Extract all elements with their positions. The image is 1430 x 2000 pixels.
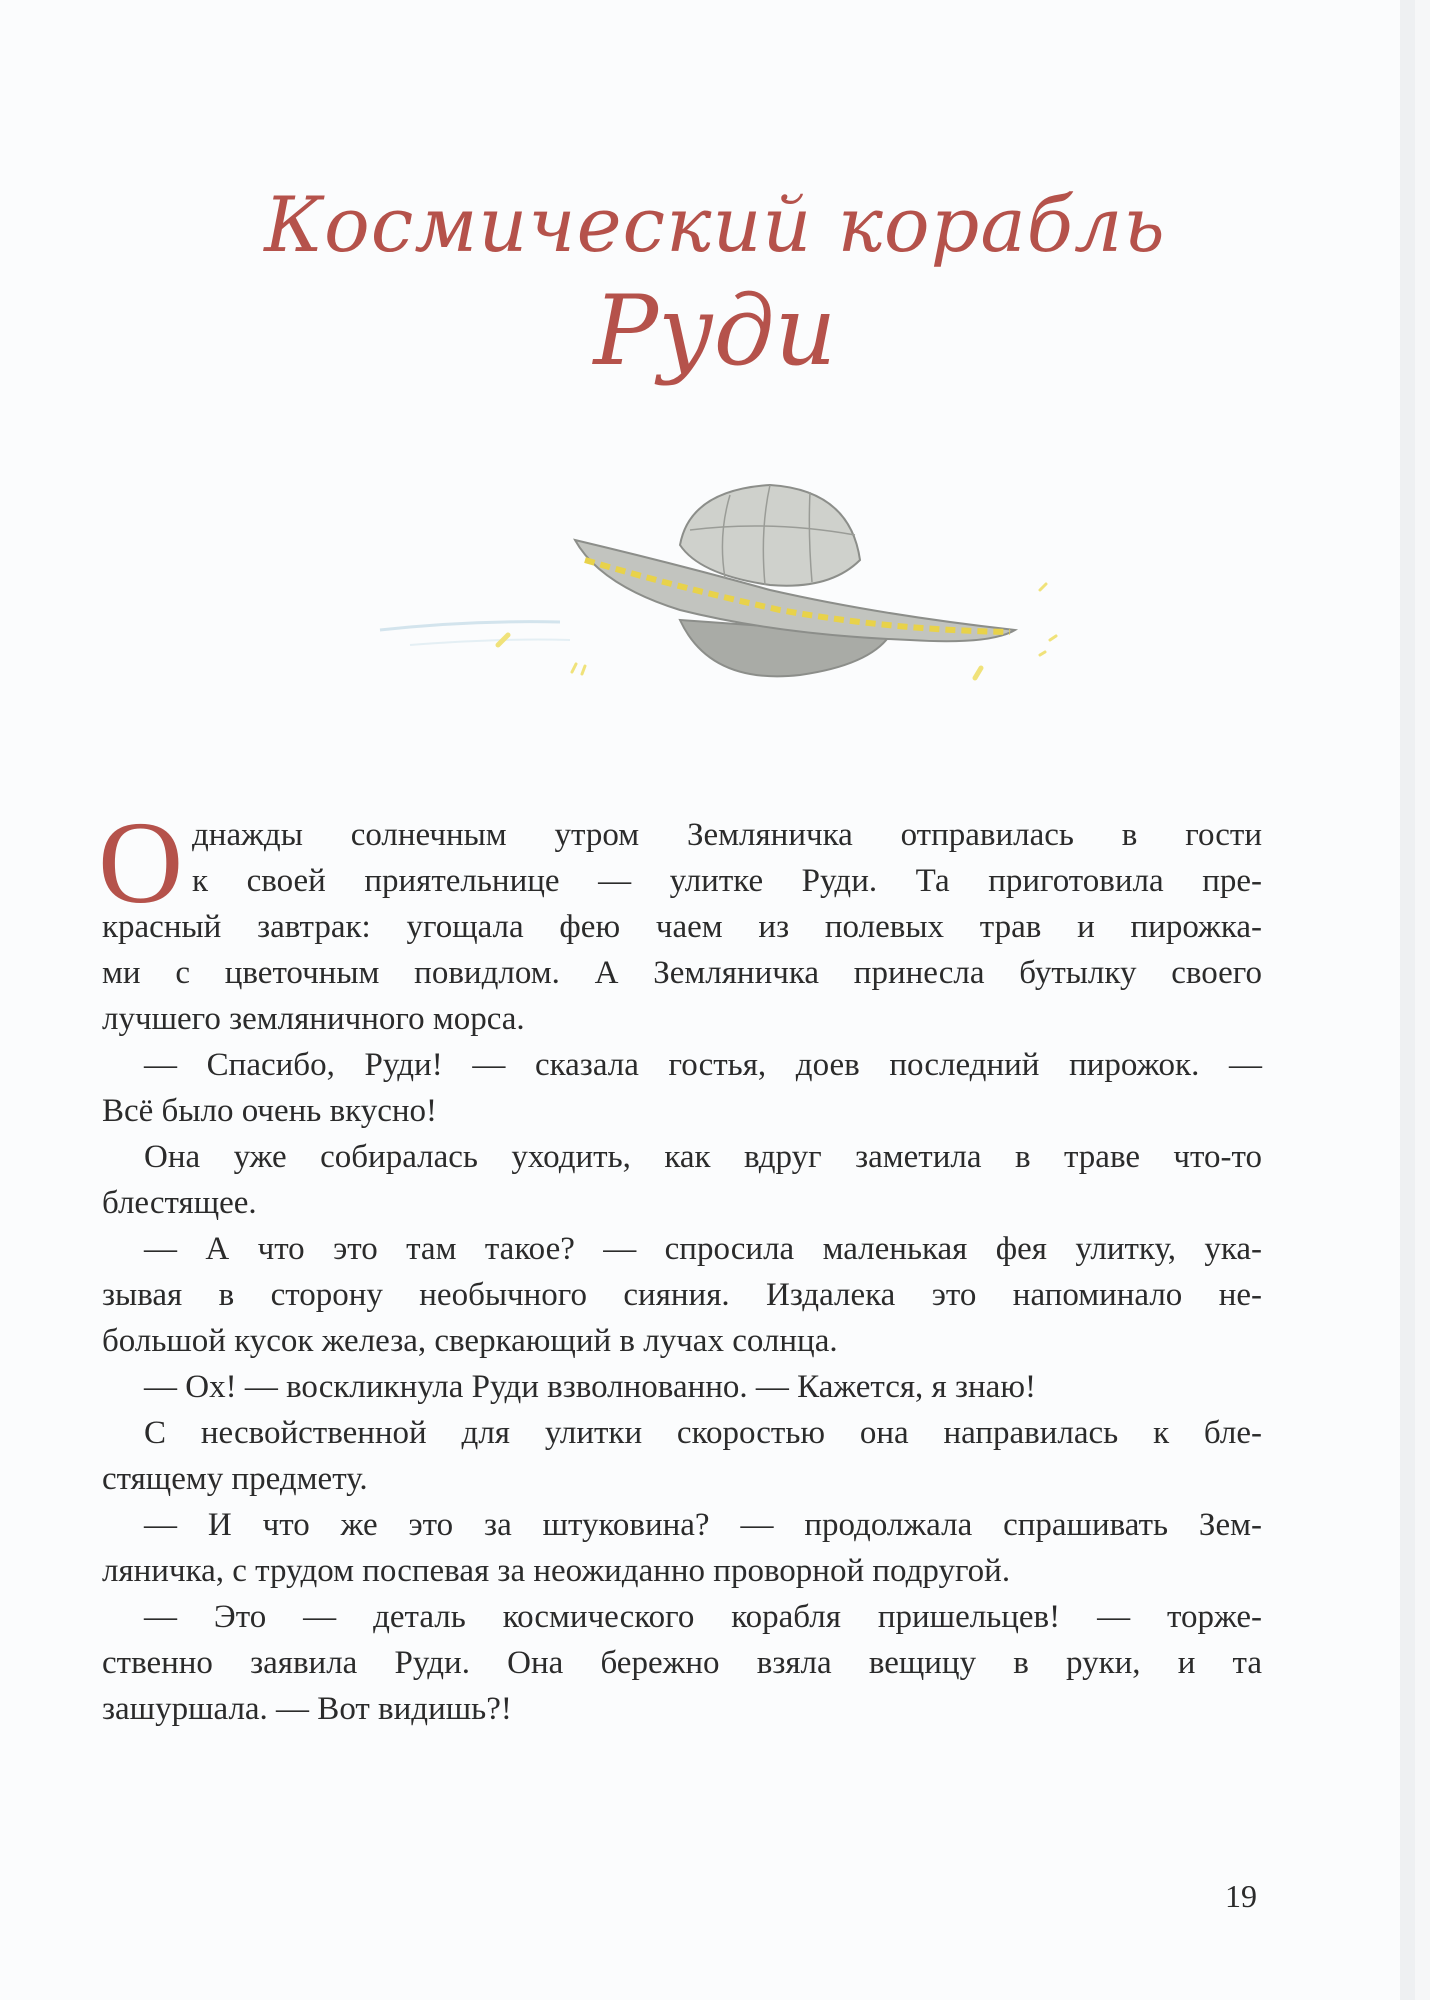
- sparkle-5: [1040, 636, 1056, 655]
- story-line: — Спасибо, Руди! — сказала гостья, доев последний пирожок. —: [144, 1047, 1262, 1083]
- chapter-title-line-1: Космический корабль: [264, 180, 1166, 269]
- story-line: красный завтрак: угощала фею чаем из полевых трав и пирожка-: [102, 909, 1262, 945]
- sparkle-3: [975, 668, 981, 678]
- story-line: днажды солнечным утром Земляничка отправилась в гости: [192, 817, 1262, 853]
- motion-streak: [380, 622, 560, 630]
- story-line: ляничка, с трудом поспевая за неожиданно проворной подругой.: [102, 1553, 1011, 1589]
- flying-saucer-illustration: [350, 470, 1110, 710]
- story-line: лучшего земляничного морса.: [102, 1001, 525, 1037]
- sparkle-2: [572, 664, 585, 674]
- story-line: зывая в сторону необычного сияния. Издалека это напоминало не-: [102, 1277, 1262, 1313]
- story-line: Всё было очень вкусно!: [102, 1093, 438, 1129]
- chapter-title: [0, 170, 1415, 386]
- story-line: к своей приятельнице — улитке Руди. Та приготовила пре-: [192, 863, 1262, 899]
- drop-cap: О: [98, 797, 184, 928]
- story-text: [98, 797, 1262, 1732]
- story-line: ми с цветочным повидлом. А Земляничка принесла бутылку своего: [102, 955, 1262, 991]
- story-line: блестящее.: [102, 1185, 257, 1221]
- story-line: С несвойственной для улитки скоростью она направилась к бле-: [144, 1415, 1262, 1451]
- story-line: — И что же это за штуковина? — продолжала спрашивать Зем-: [144, 1507, 1262, 1543]
- story-line: большой кусок железа, сверкающий в лучах солнца.: [102, 1323, 838, 1359]
- story-line: зашуршала. — Вот видишь?!: [102, 1691, 512, 1727]
- story-line: — Ох! — воскликнула Руди взволнованно. — Кажется, я знаю!: [144, 1369, 1036, 1405]
- sparkle-1: [498, 635, 508, 645]
- sparkle-4: [1040, 584, 1046, 590]
- saucer-dome: [680, 485, 860, 586]
- story-line: — Это — деталь космического корабля пришельцев! — торже-: [144, 1599, 1262, 1635]
- story-line: Она уже собиралась уходить, как вдруг заметила в траве что-то: [144, 1139, 1262, 1175]
- story-line: стящему предмету.: [102, 1461, 368, 1497]
- story-line: — А что это там такое? — спросила маленькая фея улитку, ука-: [144, 1231, 1262, 1267]
- motion-streak-2: [410, 640, 570, 645]
- page-number: 19: [1225, 1878, 1257, 1914]
- story-line: ственно заявила Руди. Она бережно взяла вещицу в руки, и та: [102, 1645, 1262, 1681]
- chapter-title-line-2: Руди: [593, 275, 837, 387]
